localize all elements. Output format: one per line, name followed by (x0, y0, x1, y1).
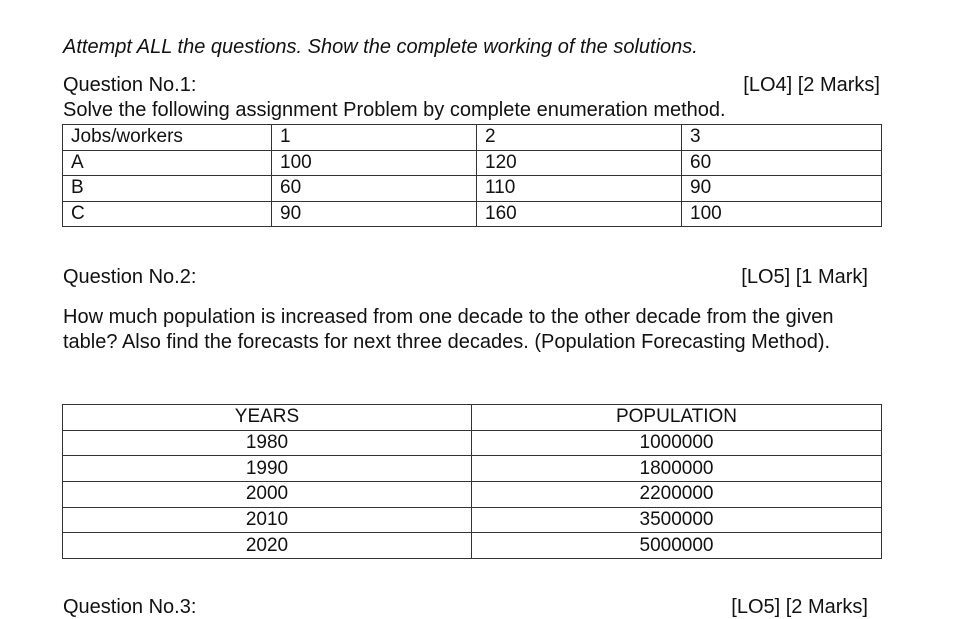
question-2-title: Question No.2: (63, 266, 197, 288)
population-cell: 1800000 (472, 456, 882, 482)
job-label: B (63, 176, 272, 202)
table-row (63, 482, 882, 508)
table-cell: 120 (477, 150, 682, 176)
header-jobs-workers: Jobs/workers (63, 125, 272, 151)
table-cell: 100 (682, 201, 882, 227)
table-row (63, 507, 882, 533)
year-cell: 1990 (63, 456, 472, 482)
header-worker-3: 3 (682, 125, 882, 151)
assignment-table (62, 124, 882, 227)
table-header-row (63, 125, 882, 151)
question-3-marks: [LO5] [2 Marks] (731, 596, 868, 618)
population-cell: 5000000 (472, 533, 882, 559)
question-2-marks: [LO5] [1 Mark] (741, 266, 868, 288)
table-cell: 60 (682, 150, 882, 176)
population-cell: 2200000 (472, 482, 882, 508)
question-3-title: Question No.3: (63, 596, 197, 618)
table-header-row (63, 405, 882, 431)
table-cell: 160 (477, 201, 682, 227)
population-cell: 3500000 (472, 507, 882, 533)
question-1-title: Question No.1: (63, 74, 197, 96)
table-row (63, 456, 882, 482)
table-cell: 90 (272, 201, 477, 227)
year-cell: 2010 (63, 507, 472, 533)
header-years: YEARS (63, 405, 472, 431)
header-worker-2: 2 (477, 125, 682, 151)
table-row (63, 201, 882, 227)
instructions: Attempt ALL the questions. Show the complete working of the solutions. (63, 36, 698, 58)
table-cell: 100 (272, 150, 477, 176)
population-cell: 1000000 (472, 430, 882, 456)
header-worker-1: 1 (272, 125, 477, 151)
table-cell: 60 (272, 176, 477, 202)
year-cell: 2000 (63, 482, 472, 508)
population-table (62, 404, 882, 559)
question-1-prompt: Solve the following assignment Problem by complete enumeration method. (63, 99, 726, 121)
year-cell: 1980 (63, 430, 472, 456)
job-label: C (63, 201, 272, 227)
year-cell: 2020 (63, 533, 472, 559)
header-population: POPULATION (472, 405, 882, 431)
job-label: A (63, 150, 272, 176)
table-cell: 90 (682, 176, 882, 202)
table-row (63, 533, 882, 559)
table-row (63, 150, 882, 176)
table-cell: 110 (477, 176, 682, 202)
question-2-prompt: How much population is increased from one decade to the other decade from the given table? Also find the forecasts for next three decades. (Population Forecasting Method). (63, 306, 834, 353)
table-row (63, 430, 882, 456)
question-1-marks: [LO4] [2 Marks] (743, 74, 880, 96)
table-row (63, 176, 882, 202)
